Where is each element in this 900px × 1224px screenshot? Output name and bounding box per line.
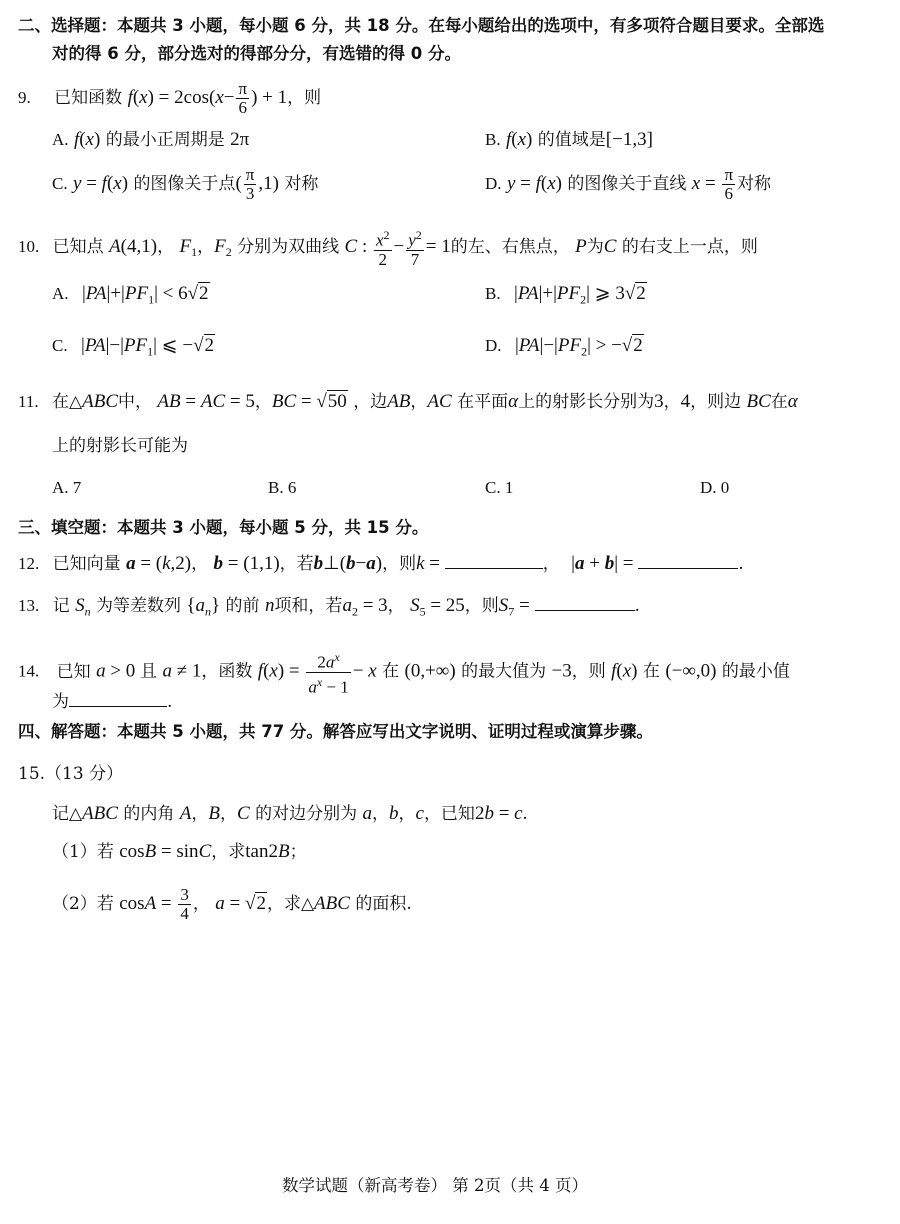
q14-text: 的最大值为	[461, 661, 547, 682]
q14-text: 在	[642, 661, 660, 682]
question-number: 13.	[18, 596, 40, 615]
q12-text: ，若	[279, 554, 314, 574]
option-tail: 对称	[284, 174, 319, 194]
question-number: 9.	[18, 88, 31, 107]
q15-text: 的内角	[123, 804, 175, 824]
q14-text: 已知	[56, 661, 91, 682]
option-label: A.	[52, 284, 69, 303]
math: f	[127, 87, 133, 108]
q11-option-d: D. 0	[700, 478, 730, 497]
answer-blank[interactable]	[69, 688, 167, 707]
q14-text: 为	[52, 692, 69, 712]
question-number: 12.	[18, 554, 40, 573]
option-label: B.	[485, 284, 501, 303]
q9-option-b: B. f(x) 的值域是[−1,3]	[485, 129, 653, 150]
q11-text: ，则边	[690, 392, 742, 412]
q14-end: .	[167, 692, 173, 712]
q9-option-a: A. f(x) 的最小正周期是 2π	[52, 129, 250, 150]
option-text: 的值域是	[537, 130, 606, 150]
q13-stem: 13. 记 $S_n$ 为等差数列 $\{a_n\}$ 的前 n项和，若$a_2 = 3$， $S_5 = 25$，则$S_7$ = .	[18, 592, 640, 623]
fraction: $\frac{\pi}{6}$	[238, 79, 248, 117]
option-label: D.	[485, 336, 502, 355]
q11-text: 上的射影长可能为	[52, 436, 188, 456]
q11-option-c: C. 1	[485, 478, 514, 497]
q14-line2	[52, 688, 172, 714]
section4-title: 四、解答题：本题共 5 小题，共 77 分。解答应写出文字说明、证明过程或演算步骤。	[18, 722, 653, 741]
q11-line2	[52, 434, 188, 458]
q10-option-b: B. $|PA|+|PF_2|$ ⩾ 3√2	[485, 283, 646, 307]
q9-lead: 已知函数	[54, 88, 123, 108]
q13-text: ，则	[464, 596, 499, 616]
q10-text: 分别为双曲线	[237, 236, 340, 257]
option-text: 的最小正周期是	[105, 130, 225, 150]
section2-line1	[18, 14, 824, 38]
q15-part-label: （2）若	[52, 894, 114, 914]
option-text: 的图像关于点	[133, 174, 236, 194]
q14-text: 在	[382, 661, 400, 682]
option-label: D.	[485, 174, 502, 193]
q13-text: 记	[52, 596, 70, 616]
q14-stem: 14. 已知 a > 0 且 a ≠ 1，函数 f(x) = $\frac{2a^x}{a^x - 1}$ − x 在 (0,+∞) 的最大值为 −3，则 f(x) 在 (−∞,0) 的最小值	[18, 650, 790, 697]
q15-text: 的面积.	[355, 894, 412, 914]
option-label: C.	[52, 336, 68, 355]
q15-text: ，已知	[423, 804, 475, 824]
section3-title: 三、填空题：本题共 3 小题，每小题 5 分，共 15 分。	[18, 518, 429, 537]
option-text: 的图像关于直线	[567, 174, 687, 194]
q11-text: 中，	[118, 392, 152, 412]
q10-option-d: D. $|PA|-|PF_2| > -√2$	[485, 335, 643, 359]
q15-text: 记△	[52, 804, 83, 824]
q15-text: ，求△	[266, 894, 315, 914]
q14-text: 且	[140, 661, 158, 682]
q14-text: ，函数	[201, 661, 253, 682]
answer-blank[interactable]	[638, 550, 738, 569]
q10-text: 的左、右焦点，	[450, 236, 570, 257]
q15-number: 15.（13 分）	[18, 764, 124, 784]
q11-text: 在	[770, 392, 788, 412]
q10-text: 的右支上一点，则	[621, 236, 758, 257]
q10-option-c: C. $|PA|-|PF_1|$ ⩽ −√2	[52, 335, 215, 359]
option-tail: 对称	[737, 174, 772, 194]
q10-stem: 10. 已知点 A(4,1)， $F_1$，$F_2$ 分别为双曲线 C : $\frac{x^2}{2}$ − $\frac{y^2}{7}$ = 1的左、右焦点， P为C 的右支上一点，则	[18, 228, 758, 269]
q15-stem: 记△ABC 的内角 A，B，C 的对边分别为 a，b，c，已知2b = c.	[52, 803, 528, 824]
q15-text: ，求	[211, 842, 246, 862]
q12-text: ，则	[382, 554, 417, 574]
option-label: B.	[485, 130, 501, 149]
q13-text: 项和，若	[274, 596, 343, 616]
option-label: C.	[52, 174, 68, 193]
q11-text: ，边	[353, 392, 388, 412]
q12-text: 已知向量	[52, 554, 121, 574]
q9-option-c: C. y = f(x) 的图像关于点( $\frac{\pi}{3}$ ,1) 对称	[52, 165, 319, 203]
question-number: 11.	[18, 392, 39, 411]
q10-option-a: A. $|PA|+|PF_1| < 6√2$	[52, 283, 209, 307]
q11-text: 在△	[52, 392, 83, 412]
q13-text: 为等差数列	[95, 596, 181, 616]
q9-tail: ，则	[287, 88, 322, 108]
section2-text2: 对的得 6 分，部分选对的得部分分，有选错的得 0 分。	[52, 44, 461, 63]
answer-blank[interactable]	[535, 592, 635, 611]
q11-option-a: A. 7	[52, 478, 82, 497]
page-footer: 数学试题（新高考卷） 第 2页（共 4 页）	[282, 1176, 588, 1195]
q11-option-b: B. 6	[268, 478, 297, 497]
q10-text: ，	[157, 236, 175, 257]
q15-text: 的对边分别为	[255, 804, 358, 824]
question-number: 10.	[18, 236, 40, 256]
section2-text: 二、选择题：本题共 3 小题，每小题 6 分，共 18 分。在每小题给出的选项中，有多项符合题目要求。全部选	[18, 16, 825, 35]
q9-option-d: D. y = f(x) 的图像关于直线 x = $\frac{\pi}{6}$ 对称	[485, 165, 772, 203]
answer-blank[interactable]	[445, 550, 543, 569]
q11-text: 上的射影长分别为	[518, 392, 655, 412]
q12-stem: 12. 已知向量 a = (k,2)， b = (1,1)，若b⊥(b−a)，则k = ， |a + b| = .	[18, 550, 744, 576]
q13-text: 的前	[225, 596, 260, 616]
q12-end: .	[738, 554, 744, 574]
q14-text: ，则	[571, 661, 606, 682]
q15-part1: （1）若 cosB = sinC，求tan2B；	[52, 841, 307, 862]
q14-text: 的最小值	[721, 661, 790, 682]
q15-part2: （2）若 cosA = $\frac{3}{4}$ ， a = √2，求△ABC 的面积.	[52, 885, 412, 923]
option-label: A.	[52, 130, 69, 149]
q15-part-label: （1）若	[52, 842, 114, 862]
q13-end: .	[634, 596, 640, 616]
question-number: 14.	[18, 661, 40, 681]
q11-stem: 11. 在△ABC中， AB = AC = 5，BC = √50 ，边AB，AC 在平面α上的射影长分别为3，4，则边 BC在α	[18, 391, 798, 412]
q9-stem: 9. 已知函数 f(x) = 2cos(x− $\frac{\pi}{6}$ ) + 1，则	[18, 79, 322, 117]
section2-line2	[52, 42, 461, 66]
q11-text: 在平面	[457, 392, 509, 412]
q10-text: 为	[586, 236, 604, 257]
q10-text: 已知点	[52, 236, 104, 257]
